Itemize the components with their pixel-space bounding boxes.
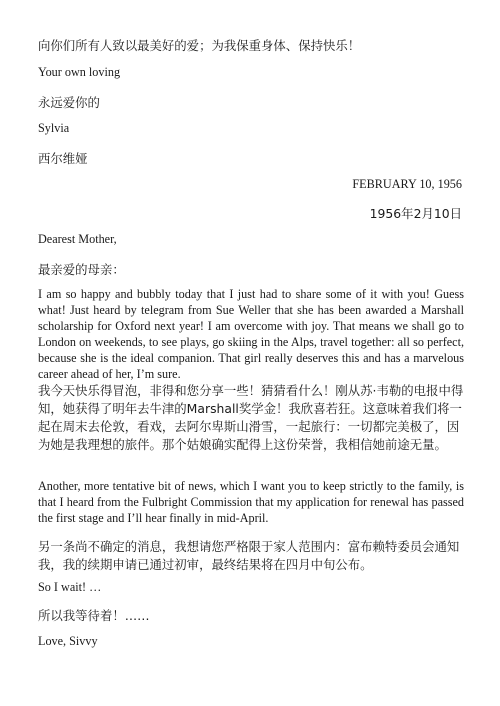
en-paragraph-2: Another, more tentative bit of news, which I want you to keep strictly to the family, is that I heard from the Fulbright Commission that my application for renewal has passed the first stage and I’ll hear finally in mid-April. [38, 479, 464, 525]
en-signoff: Love, Sivvy [38, 634, 98, 648]
en-paragraph-1: I am so happy and bubbly today that I just had to share some of it with you! Guess what! Just heard by telegram from Sue Weller that she has been awarded a Marshall scholarship for Oxford next year! I am overcome with joy. That means we shall go to London on weekends, to see plays, go skiing in the Alps, travel together: all so perfect, because she is the ideal companion. That girl really deserves this and has a marvelous career ahead of her, I’m sure. [38, 287, 464, 381]
zh-closing-sentence: 向你们所有人致以最美好的爱；为我保重身体、保持快乐！ [38, 38, 361, 53]
zh-valediction: 永远爱你的 [38, 95, 100, 110]
en-signature: Sylvia [38, 121, 70, 135]
zh-salutation: 最亲爱的母亲： [38, 262, 125, 277]
en-valediction: Your own loving [38, 65, 121, 79]
zh-letter-date: 1956年2月10日 [369, 206, 462, 221]
en-salutation: Dearest Mother, [38, 232, 117, 246]
en-paragraph-3: So I wait! … [38, 580, 102, 594]
zh-signature: 西尔维娅 [38, 151, 88, 166]
zh-paragraph-2: 另一条尚不确定的消息，我想请您严格限于家人范围内：富布赖特委员会通知我，我的续期申请已通过初审，最终结果将在四月中旬公布。 [38, 539, 460, 572]
en-letter-date: FEBRUARY 10, 1956 [352, 177, 462, 191]
zh-paragraph-1: 我今天快乐得冒泡，非得和您分享一些！猜猜看什么！刚从苏·韦勒的电报中得知，她获得了明年去牛津的Marshall奖学金！我欣喜若狂。这意味着我们将一起在周末去伦敦，看戏，去阿尔卑斯山滑雪，一起旅行：一切都完美极了，因为她是我理想的旅伴。那个姑娘确实配得上这份荣誉，我相信她前途无量。 [38, 383, 464, 452]
zh-paragraph-3: 所以我等待着！…… [38, 608, 150, 623]
